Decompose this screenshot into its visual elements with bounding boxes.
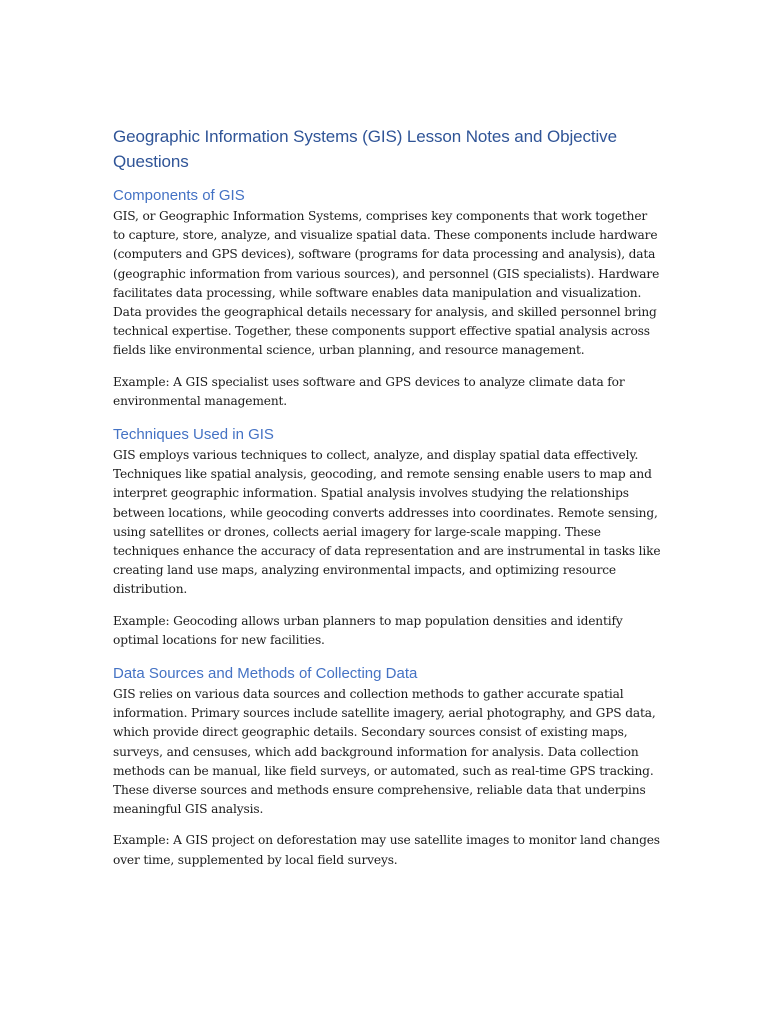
section-body-data-sources: GIS relies on various data sources and collection methods to gather accurate spatial information. Primary sources include satellite imagery, aerial photography, and GPS data, which provide direct geographic details. Secondary sources consist of existing maps, surveys, and censuses, which add background information for analysis. Data collection methods can be manual, like field surveys, or automated, such as real-time GPS tracking. These diverse sources and methods ensure comprehensive, reliable data that underpins meaningful GIS analysis.	[113, 687, 656, 817]
document-title: Geographic Information Systems (GIS) Lesson Notes and Objective Questions	[113, 127, 617, 171]
section-example-data-sources: Example: A GIS project on deforestation may use satellite images to monitor land changes over time, supplemented by local field surveys.	[113, 833, 660, 867]
section-body-techniques: GIS employs various techniques to collect, analyze, and display spatial data effectively. Techniques like spatial analysis, geocoding, and remote sensing enable users to map and interpret geographic information. Spatial analysis involves studying the relationships between locations, while geocoding converts addresses into coordinates. Remote sensing, using satellites or drones, collects aerial imagery for large-scale mapping. These techniques enhance the accuracy of data representation and are instrumental in tasks like creating land use maps, analyzing environmental impacts, and optimizing resource distribution.	[113, 448, 661, 597]
section-example-techniques: Example: Geocoding allows urban planners to map population densities and identify optimal locations for new facilities.	[113, 613, 623, 647]
section-components	[113, 186, 661, 411]
section-body-components: GIS, or Geographic Information Systems, comprises key components that work together to capture, store, analyze, and visualize spatial data. These components include hardware (computers and GPS devices), software (programs for data processing and analysis), data (geographic information from various sources), and personnel (GIS specialists). Hardware facilitates data processing, while software enables data manipulation and visualization. Data provides the geographical details necessary for analysis, and skilled personnel bring technical expertise. Together, these components support effective spatial analysis across fields like environmental science, urban planning, and resource management.	[113, 209, 660, 358]
section-heading-components: Components of GIS	[113, 187, 245, 204]
section-data-sources	[113, 664, 661, 870]
section-heading-data-sources: Data Sources and Methods of Collecting Data	[113, 665, 418, 683]
document-page	[113, 124, 661, 884]
section-heading-techniques: Techniques Used in GIS	[113, 426, 274, 444]
section-example-components: Example: A GIS specialist uses software and GPS devices to analyze climate data for environmental management.	[113, 374, 625, 408]
section-techniques	[113, 425, 661, 650]
